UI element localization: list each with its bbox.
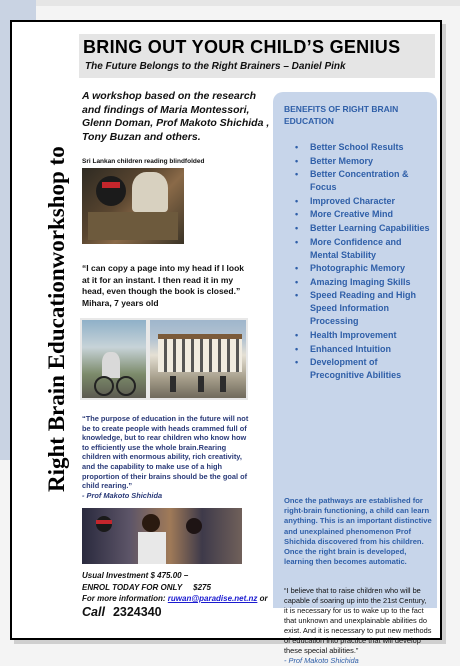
benefit-item: • Better Memory (291, 155, 431, 168)
pathways-paragraph: Once the pathways are established for right-brain functioning, a child can learn anything. This is an important distinctive and unexplained phenomenon Prof Shichida discovered from his children. Once the right brain is developed, learning then becomes automatic. (284, 496, 432, 567)
call-line (82, 604, 282, 619)
belief-quote-author: - Prof Makoto Shichida (284, 656, 359, 665)
info-suffix: or (257, 594, 268, 603)
child-quote (82, 263, 252, 309)
usual-price: Usual Investment $ 475.00 – (82, 571, 189, 580)
blindfold-reading-photo (82, 168, 184, 244)
classroom-photo (82, 508, 242, 564)
email-link[interactable]: ruwan@paradise.net.nz (167, 594, 258, 603)
vertical-title: Right Brain Educationworkshop to (44, 146, 69, 492)
benefit-item: • Photographic Memory (291, 262, 431, 275)
flyer-footer (82, 570, 282, 618)
benefit-item: • More Creative Mind (291, 208, 431, 221)
shichida-quote-author: - Prof Makoto Shichida (82, 490, 163, 500)
benefits-heading: BENEFITS OF RIGHT BRAIN EDUCATION (284, 104, 399, 126)
benefits-list (291, 141, 431, 383)
benefit-item: • Development of Precognitive Abilities (291, 356, 431, 382)
benefits-panel (273, 92, 437, 665)
belief-quote (284, 586, 432, 666)
benefit-item: • Better Concentration & Focus (291, 168, 431, 194)
flyer-title: BRING OUT YOUR CHILD’S GENIUS (83, 37, 401, 57)
child-quote-author: Mihara, 7 years old (82, 297, 159, 308)
child-cycling-photo (82, 320, 146, 398)
benefit-item: • Improved Character (291, 195, 431, 208)
child-quote-text: “I can copy a page into my head if I look at it for an instant. I then read it in my head, even though the book is closed.” (82, 263, 245, 296)
info-line (82, 593, 282, 605)
benefit-item: • Health Improvement (291, 329, 431, 342)
intro-text: A workshop based on the research and findings of Maria Montessori, Glenn Doman, Prof Makoto Shichida , Tony Buzan and others. (82, 90, 270, 143)
benefit-item: • Speed Reading and High Speed Information Processing (291, 289, 431, 328)
phone-number: 2324340 (112, 604, 162, 619)
call-label: Call (82, 604, 105, 619)
enrol-price: ENROL TODAY FOR ONLY $275 (82, 582, 211, 592)
photo-caption: Sri Lankan children reading blindfolded (82, 158, 205, 165)
benefit-item: • Enhanced Intuition (291, 343, 431, 356)
flyer-header (79, 34, 435, 78)
background-top-strip (0, 0, 460, 6)
benefit-item: • More Confidence and Mental Stability (291, 236, 431, 262)
benefit-item: • Amazing Imaging Skills (291, 276, 431, 289)
flyer-subtitle: The Future Belongs to the Right Brainers – Daniel Pink (85, 61, 346, 72)
info-label: For more information: (82, 594, 168, 603)
shichida-quote-text: “The purpose of education in the future will not be to create people with heads crammed full of knowledge, but to rear children who know how to efficiently use the whole brain.Rearing children with enormous ability, rich creativity, and the capability to make use of a high proportion of their brains should be the goal of child rearing.” (82, 414, 249, 491)
school-building-photo (150, 320, 246, 398)
shichida-quote (82, 414, 250, 500)
belief-quote-text: “I believe that to raise children who will be capable of soaring up into the 21st Century, it is necessary for us to wake up to the fact that unknown and unexplainable abilities do exist. And it is necessary to put new methods of education into practice that will develop these special abilities.” (284, 586, 432, 655)
benefit-item: • Better School Results (291, 141, 431, 154)
benefit-item: • Better Learning Capabilities (291, 222, 431, 235)
